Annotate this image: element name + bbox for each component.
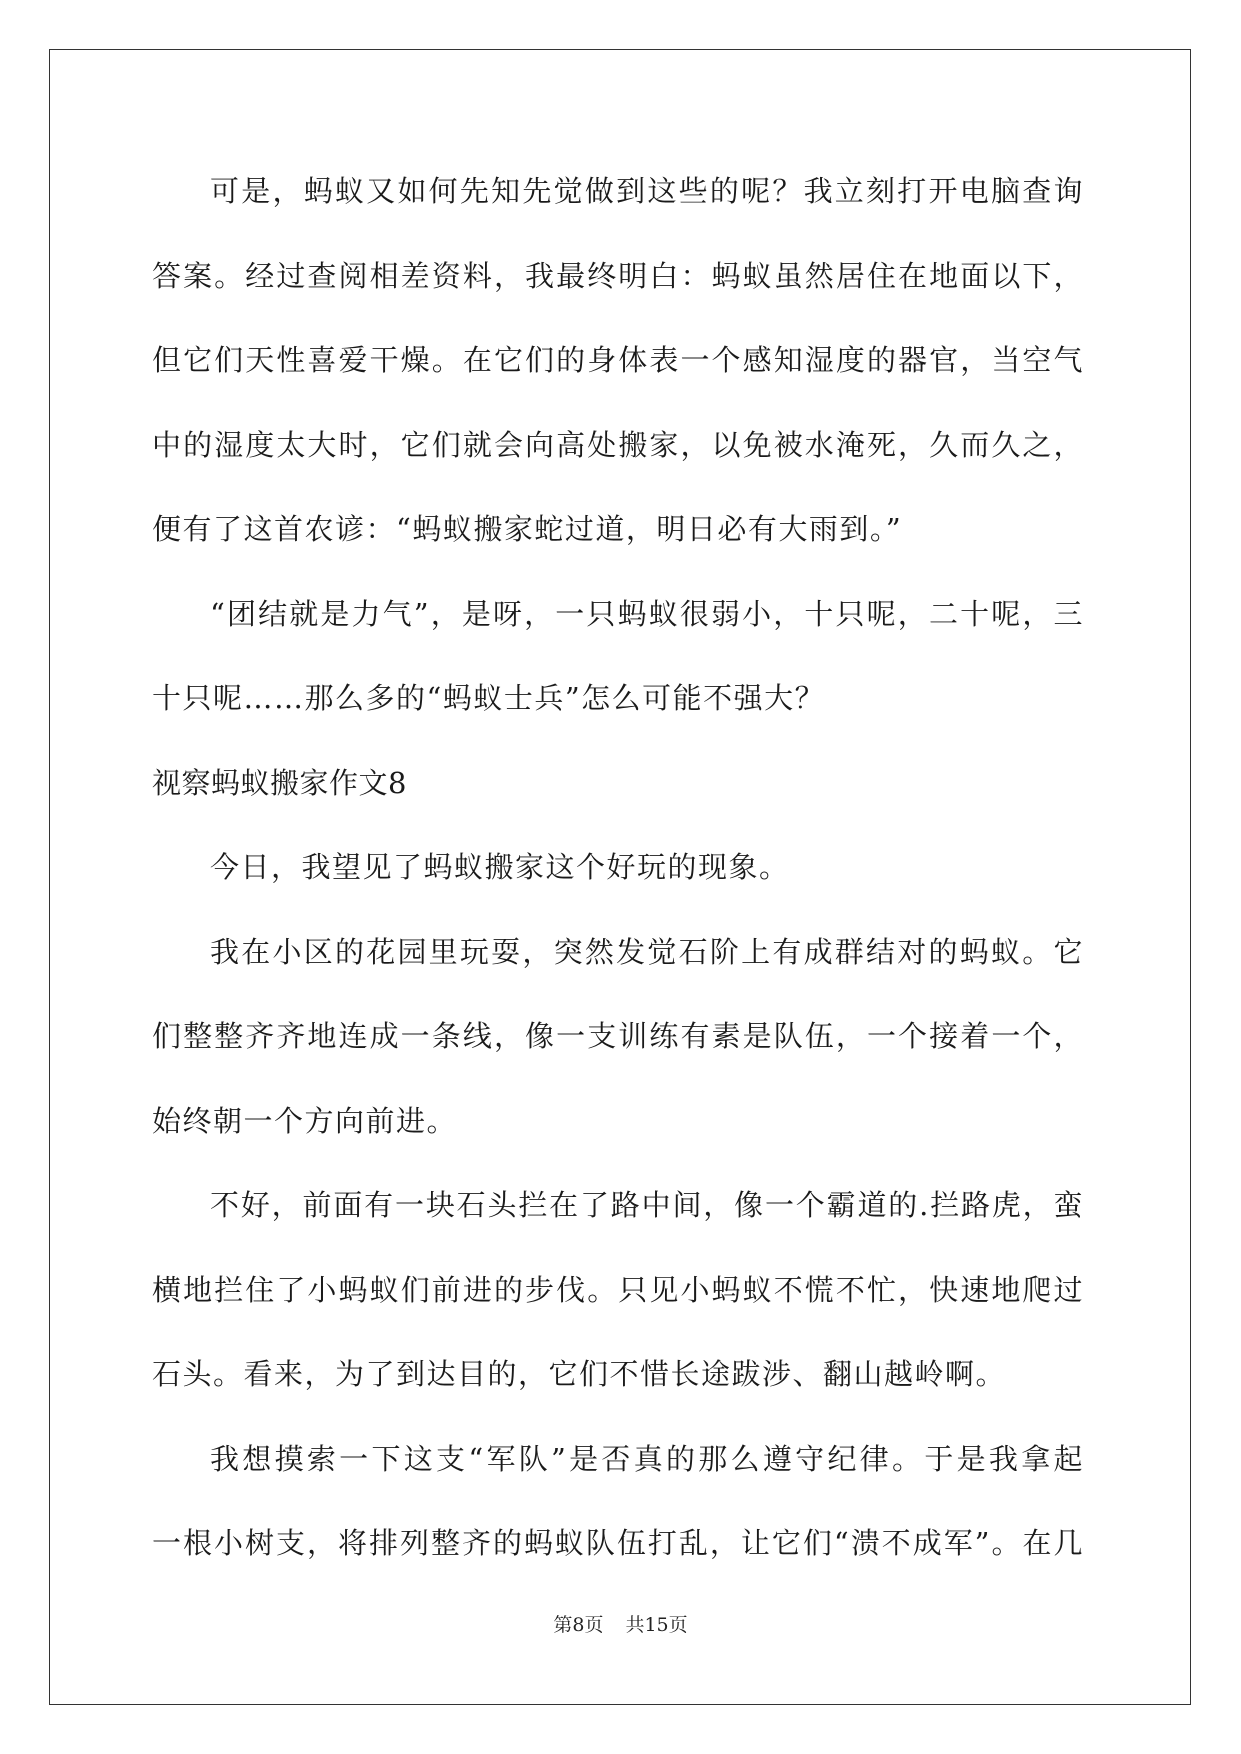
text-line: 始终朝一个方向前进。 <box>152 1103 458 1138</box>
text-line: 十只呢……那么多的“蚂蚁士兵”怎么可能不强大？ <box>152 681 826 715</box>
page-total: 共15页 <box>625 1614 688 1636</box>
text-line: 石头。看来，为了到达目的，它们不惜长途跋涉、翻山越岭啊。 <box>152 1357 1007 1391</box>
text-line: 可是，蚂蚁又如何先知先觉做到这些的呢？我立刻打开电脑查询 <box>210 174 1084 208</box>
text-line: 不好，前面有一块石头拦在了路中间，像一个霸道的.拦路虎，蛮 <box>210 1188 1084 1222</box>
text-line: 我在小区的花园里玩耍，突然发觉石阶上有成群结对的蚂蚁。它 <box>210 934 1084 969</box>
text-line: 答案。经过查阅相差资料，我最终明白：蚂蚁虽然居住在地面以下， <box>152 258 1084 293</box>
text-line: 一根小树支，将排列整齐的蚂蚁队伍打乱，让它们“溃不成军”。在几 <box>152 1526 1084 1560</box>
text-line: “团结就是力气”，是呀，一只蚂蚁很弱小，十只呢，二十呢，三 <box>210 596 1084 631</box>
text-line: 们整整齐齐地连成一条线，像一支训练有素是队伍，一个接着一个， <box>152 1019 1084 1053</box>
document-body <box>152 166 1084 1603</box>
page-footer <box>0 1610 1241 1637</box>
text-line: 我想摸索一下这支“军队”是否真的那么遵守纪律。于是我拿起 <box>210 1441 1084 1476</box>
text-line: 中的湿度太大时，它们就会向高处搬家，以免被水淹死，久而久之， <box>152 427 1084 462</box>
text-line: 横地拦住了小蚂蚁们前进的步伐。只见小蚂蚁不慌不忙，快速地爬过 <box>152 1272 1084 1307</box>
section-heading: 视察蚂蚁搬家作文8 <box>152 765 407 800</box>
text-line: 今日，我望见了蚂蚁搬家这个好玩的现象。 <box>210 850 790 884</box>
text-line: 便有了这首农谚：“蚂蚁搬家蛇过道，明日必有大雨到。” <box>152 512 903 546</box>
page-number: 第8页 <box>553 1614 604 1636</box>
text-line: 但它们天性喜爱干燥。在它们的身体表一个感知湿度的器官，当空气 <box>152 343 1084 377</box>
